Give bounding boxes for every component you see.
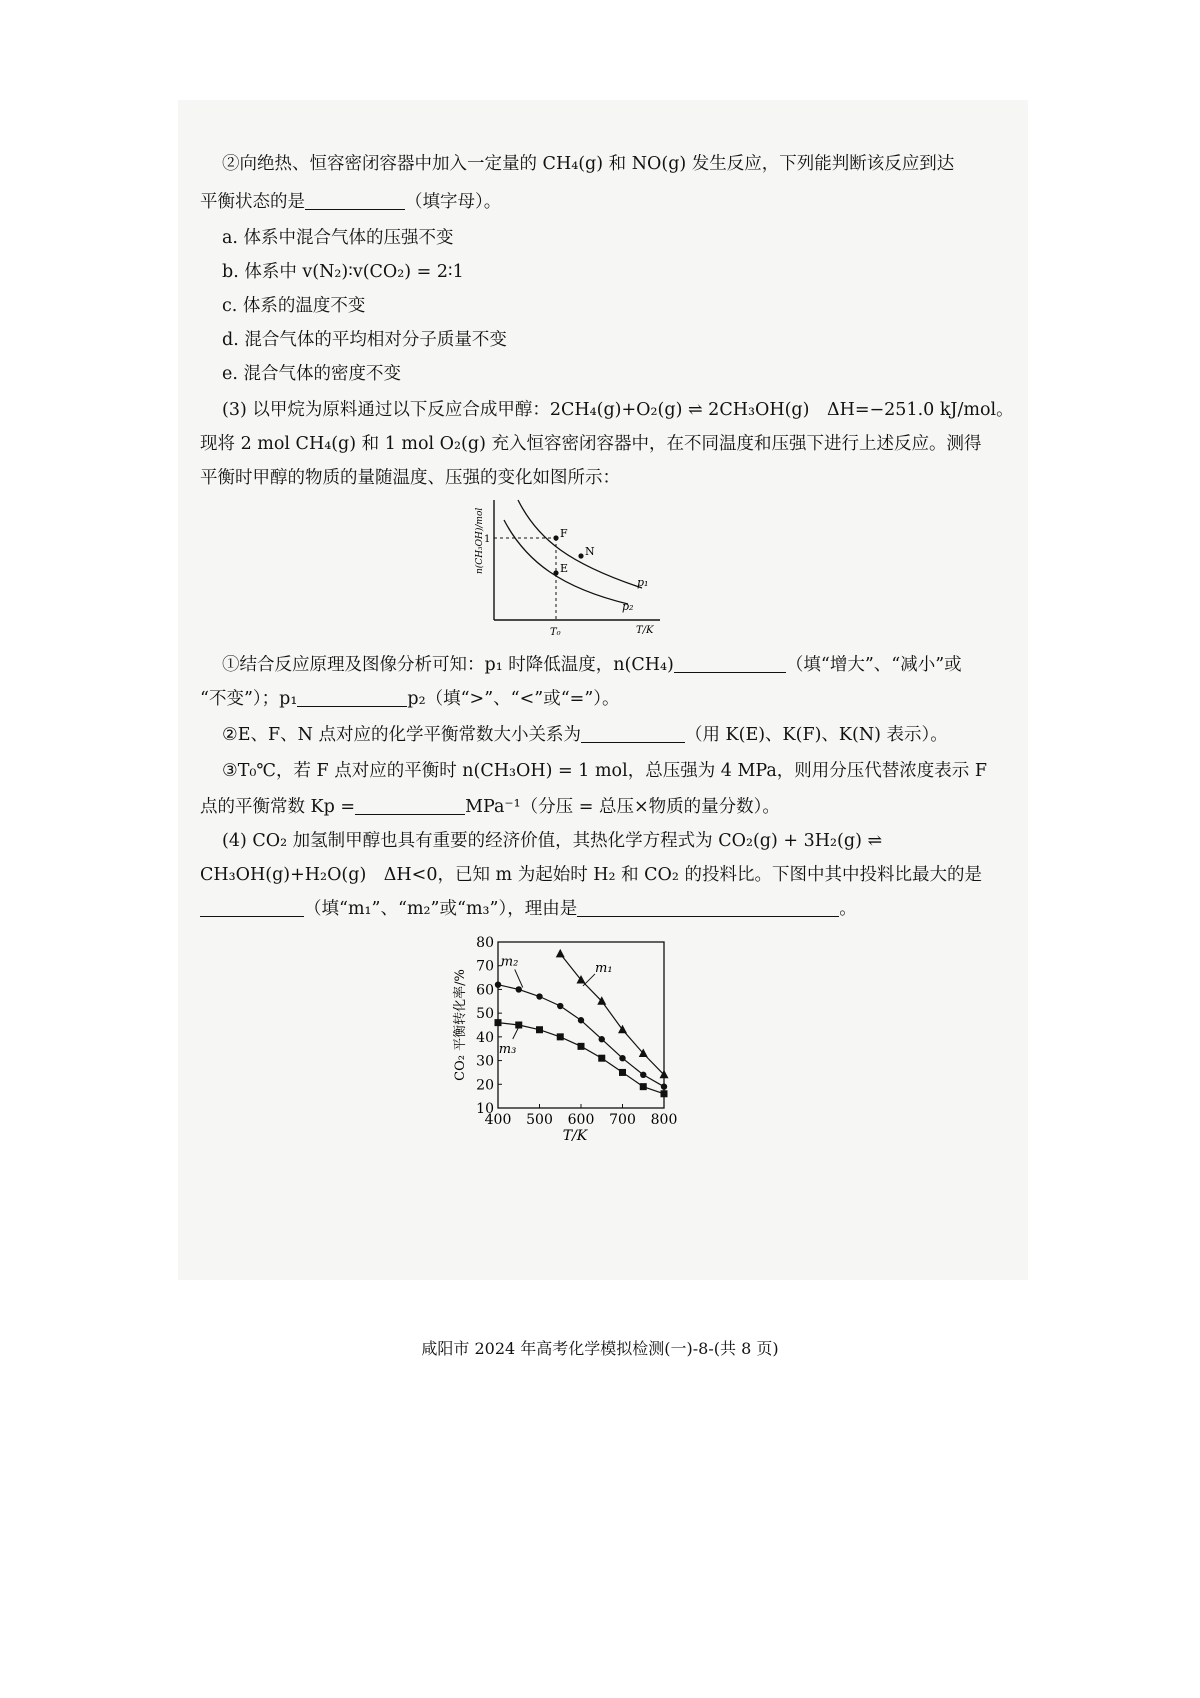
page-footer: 咸阳市 2024 年高考化学模拟检测(一)-8-(共 8 页) (421, 1339, 779, 1358)
data-point-circle (536, 993, 542, 999)
data-point-triangle (556, 949, 565, 958)
option-d: d. 混合气体的平均相对分子质量不变 (222, 330, 507, 350)
part3-q3-text: 点的平衡常数 Kp = (200, 797, 356, 817)
series-label-m1: m₁ (595, 960, 613, 976)
q2-question-line1: ②向绝热、恒容密闭容器中加入一定量的 CH₄(g) 和 NO(g) 发生反应，下列能判断该反应到达 (222, 154, 955, 174)
leader-line-m2 (515, 969, 523, 987)
y-tick-label: 80 (476, 935, 494, 951)
x-tick-label: 600 (567, 1112, 595, 1128)
label-p1: p₁ (637, 576, 649, 589)
answer-blank[interactable] (305, 191, 405, 210)
data-point-circle (495, 981, 501, 987)
part4-hint: （填“m₁”、“m₂”或“m₃”），理由是 (304, 899, 578, 919)
option-b: b. 体系中 v(N₂)∶v(CO₂) = 2∶1 (222, 262, 464, 282)
data-point-square (578, 1043, 585, 1050)
option-a: a. 体系中混合气体的压强不变 (222, 228, 454, 248)
data-point-circle (599, 1036, 605, 1042)
data-point-circle (640, 1072, 646, 1078)
part3-q2-hint: （用 K(E)、K(F)、K(N) 表示）。 (684, 725, 948, 745)
y-tick-label: 40 (476, 1029, 494, 1046)
part3-q1-text: ①结合反应原理及图像分析可知：p₁ 时降低温度，n(CH₄) (222, 655, 674, 675)
data-point-circle (661, 1083, 667, 1089)
series-line-2 (498, 985, 664, 1087)
y-tick-label: 20 (476, 1077, 494, 1094)
data-point-square (661, 1090, 668, 1097)
co2-conversion-chart (446, 932, 686, 1152)
part4-period: 。 (839, 899, 857, 919)
part3-q1-hint: （填“增大”、“减小”或 (785, 655, 962, 675)
point-N (578, 553, 583, 558)
part3-q3-hint: MPa⁻¹（分压 = 总压×物质的量分数）。 (465, 797, 780, 817)
part3-q1-hint2: p₂（填“>”、“<”或“=”）。 (407, 689, 620, 709)
y-tick-1: 1 (484, 534, 491, 545)
y-tick-label: 70 (476, 958, 494, 975)
series-line-3 (498, 1023, 664, 1094)
point-E (553, 570, 558, 575)
data-point-square (640, 1083, 647, 1090)
part3-q1-line2 (200, 687, 620, 711)
answer-blank[interactable] (355, 796, 465, 815)
x-tick-T0: T₀ (550, 627, 561, 638)
y-tick-label: 50 (476, 1006, 494, 1023)
data-point-square (495, 1019, 502, 1026)
x-tick-label: 800 (650, 1112, 678, 1128)
part3-q3-line2 (200, 795, 780, 819)
part4-line2: CH₃OH(g)+H₂O(g) ΔH<0，已知 m 为起始时 H₂ 和 CO₂ 的投料比。下图中其中投料比最大的是 (200, 865, 982, 885)
answer-blank[interactable] (674, 654, 786, 673)
q2-question-hint: （填字母）。 (405, 192, 502, 212)
y-tick-label: 30 (476, 1053, 494, 1070)
data-point-square (536, 1026, 543, 1033)
part3-q3-line1: ③T₀℃，若 F 点对应的平衡时 n(CH₃OH) = 1 mol，总压强为 4 MPa，则用分压代替浓度表示 F (222, 761, 987, 781)
leader-line-m3 (513, 1027, 519, 1039)
data-point-square (619, 1069, 626, 1076)
data-point-circle (578, 1017, 584, 1023)
part3-q2-line (222, 723, 948, 747)
y-axis-label: CO₂ 平衡转化率/% (453, 969, 468, 1081)
x-tick-label: 500 (526, 1112, 553, 1128)
option-e: e. 混合气体的密度不变 (222, 364, 401, 384)
data-point-square (557, 1033, 564, 1040)
y-axis-label: n(CH₃OH)/mol (475, 507, 485, 574)
x-tick-label: 700 (609, 1112, 636, 1128)
y-tick-label: 10 (476, 1101, 494, 1117)
point-F (553, 535, 558, 540)
label-F: F (560, 527, 568, 540)
x-axis-label: T/K (562, 1128, 588, 1144)
series-label-m3: m₃ (498, 1042, 517, 1057)
y-tick-label: 60 (476, 982, 494, 999)
part3-q2-text: ②E、F、N 点对应的化学平衡常数大小关系为 (222, 725, 581, 745)
part3-q1-text2: “不变”）；p₁ (200, 689, 298, 709)
data-point-circle (619, 1055, 625, 1061)
answer-blank[interactable] (581, 724, 685, 743)
figure-ch3oh-vs-temperature (470, 492, 670, 640)
part3-q1-line1 (222, 653, 962, 677)
part3-intro-line1: (3) 以甲烷为原料通过以下反应合成甲醇：2CH₄(g)+O₂(g) ⇌ 2CH₃OH(g) ΔH=−251.0 kJ/mol。 (222, 400, 1014, 420)
part4-line1: (4) CO₂ 加氢制甲醇也具有重要的经济价值，其热化学方程式为 CO₂(g) + 3H₂(g) ⇌ (222, 831, 883, 851)
label-N: N (585, 545, 595, 558)
curve-p1 (518, 500, 642, 588)
x-axis-label: T/K (636, 625, 654, 636)
leader-line-m1 (583, 974, 595, 986)
data-point-square (598, 1055, 605, 1062)
option-c: c. 体系的温度不变 (222, 296, 366, 316)
data-point-circle (557, 1003, 563, 1009)
answer-blank[interactable] (200, 898, 304, 917)
series-label-m2: m₂ (500, 954, 519, 970)
x-tick-label: 400 (484, 1112, 512, 1128)
answer-blank-reason[interactable] (577, 898, 839, 917)
label-p2: p₂ (622, 600, 634, 613)
label-E: E (560, 562, 569, 575)
part4-line3 (200, 897, 857, 921)
part3-intro-line2: 现将 2 mol CH₄(g) 和 1 mol O₂(g) 充入恒容密闭容器中，在不同温度和压强下进行上述反应。测得 (200, 434, 982, 454)
answer-blank[interactable] (297, 688, 407, 707)
q2-question-line2 (200, 190, 501, 214)
part3-intro-line3: 平衡时甲醇的物质的量随温度、压强的变化如图所示： (200, 468, 620, 488)
q2-question-text: 平衡状态的是 (200, 192, 305, 212)
data-point-circle (516, 986, 522, 992)
